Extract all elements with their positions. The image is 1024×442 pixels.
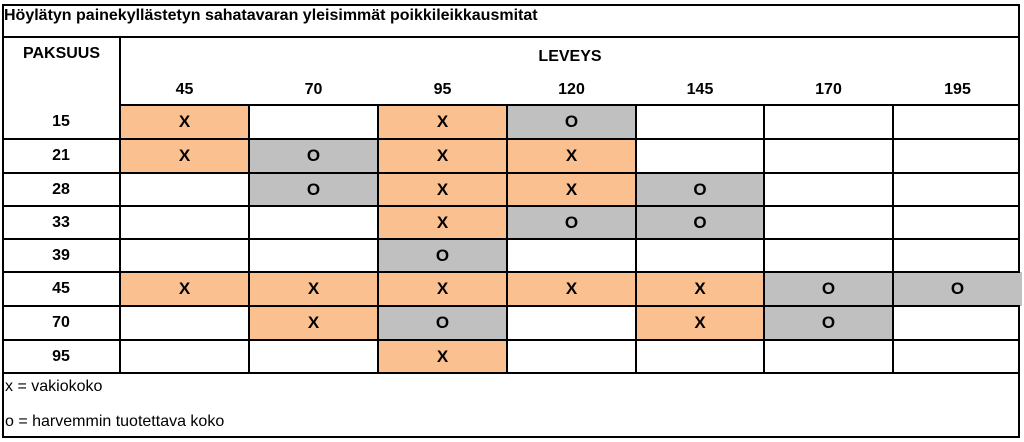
divider [119,36,121,373]
divider [635,104,637,373]
grid-cell [764,105,893,139]
legend-standard-size: x = vakiokoko [5,378,103,395]
width-label: 120 [558,81,585,98]
thickness-label: 15 [52,113,70,130]
divider [2,205,1020,207]
grid-cell: O [636,173,764,206]
grid-cell: X [249,272,378,306]
thickness-label: 95 [52,347,70,365]
grid-cell [120,239,249,272]
divider [892,104,894,373]
grid-cell [764,239,893,272]
width-label: 170 [815,81,842,98]
grid-cell [893,139,1022,173]
grid-cell: O [378,306,507,340]
divider [506,104,508,373]
divider [377,104,379,373]
grid-cell: X [120,105,249,139]
grid-cell: X [378,340,507,373]
grid-cell: X [507,173,636,206]
grid-cell: X [636,272,764,306]
divider [2,372,1020,374]
thickness-label: 39 [52,246,70,264]
grid-cell: X [378,272,507,306]
grid-cell [249,105,378,139]
grid-cell: O [507,206,636,239]
grid-cell: X [120,272,249,306]
grid-cell: X [378,206,507,239]
thickness-label: 33 [52,213,70,231]
grid-cell: O [893,272,1022,306]
grid-cell [507,306,636,340]
divider [2,238,1020,240]
grid-cell: O [636,206,764,239]
grid-cell: X [636,306,764,340]
grid-cell [893,306,1022,340]
grid-cell [249,206,378,239]
grid-cell [120,340,249,373]
width-label: 145 [686,81,714,98]
width-label: 70 [304,81,323,98]
grid-cell [893,340,1022,373]
grid-cell [636,239,764,272]
divider [2,271,1020,273]
grid-cell [893,206,1022,239]
grid-cell: O [764,272,893,306]
divider [2,305,1020,307]
divider [2,138,1020,140]
column-header-leveys: LEVEYS [538,48,602,65]
divider [2,172,1020,174]
grid-cell: X [378,105,507,139]
grid-cell: O [378,239,507,272]
grid-cell [893,105,1022,139]
grid-cell: X [378,173,507,206]
grid-cell: X [507,272,636,306]
grid-cell [764,139,893,173]
legend-rare-size: o = harvemmin tuotettava koko [5,413,225,430]
grid-cell [764,340,893,373]
grid-cell [120,306,249,340]
divider [120,104,1020,106]
thickness-label: 70 [52,314,70,331]
grid-cell: X [378,139,507,173]
page-title: Höylätyn painekyllästetyn sahatavaran yleisimmät poikkileikkausmitat [4,7,538,24]
grid-cell: X [507,139,636,173]
divider [248,104,250,373]
grid-cell [893,173,1022,206]
thickness-label: 21 [52,147,70,164]
row-header-paksuus: PAKSUUS [22,45,101,62]
width-label: 195 [944,81,971,98]
grid-cell [764,206,893,239]
grid-cell [249,340,378,373]
grid-cell [764,173,893,206]
grid-cell [120,173,249,206]
grid-cell: O [764,306,893,340]
divider [763,104,765,373]
grid-cell [636,139,764,173]
width-label: 45 [175,81,194,98]
thickness-label: 45 [52,280,70,297]
grid-cell [893,239,1022,272]
grid-cell: X [120,139,249,173]
thickness-label: 28 [52,180,70,198]
grid-cell [507,340,636,373]
grid-cell: X [249,306,378,340]
grid-cell: O [249,173,378,206]
grid-cell: O [249,139,378,173]
width-label: 95 [433,81,452,98]
divider [2,36,1020,38]
grid-cell [636,340,764,373]
grid-cell [120,206,249,239]
divider [2,339,1020,341]
grid-cell [507,239,636,272]
grid-cell [636,105,764,139]
grid-cell: O [507,105,636,139]
grid-cell [249,239,378,272]
